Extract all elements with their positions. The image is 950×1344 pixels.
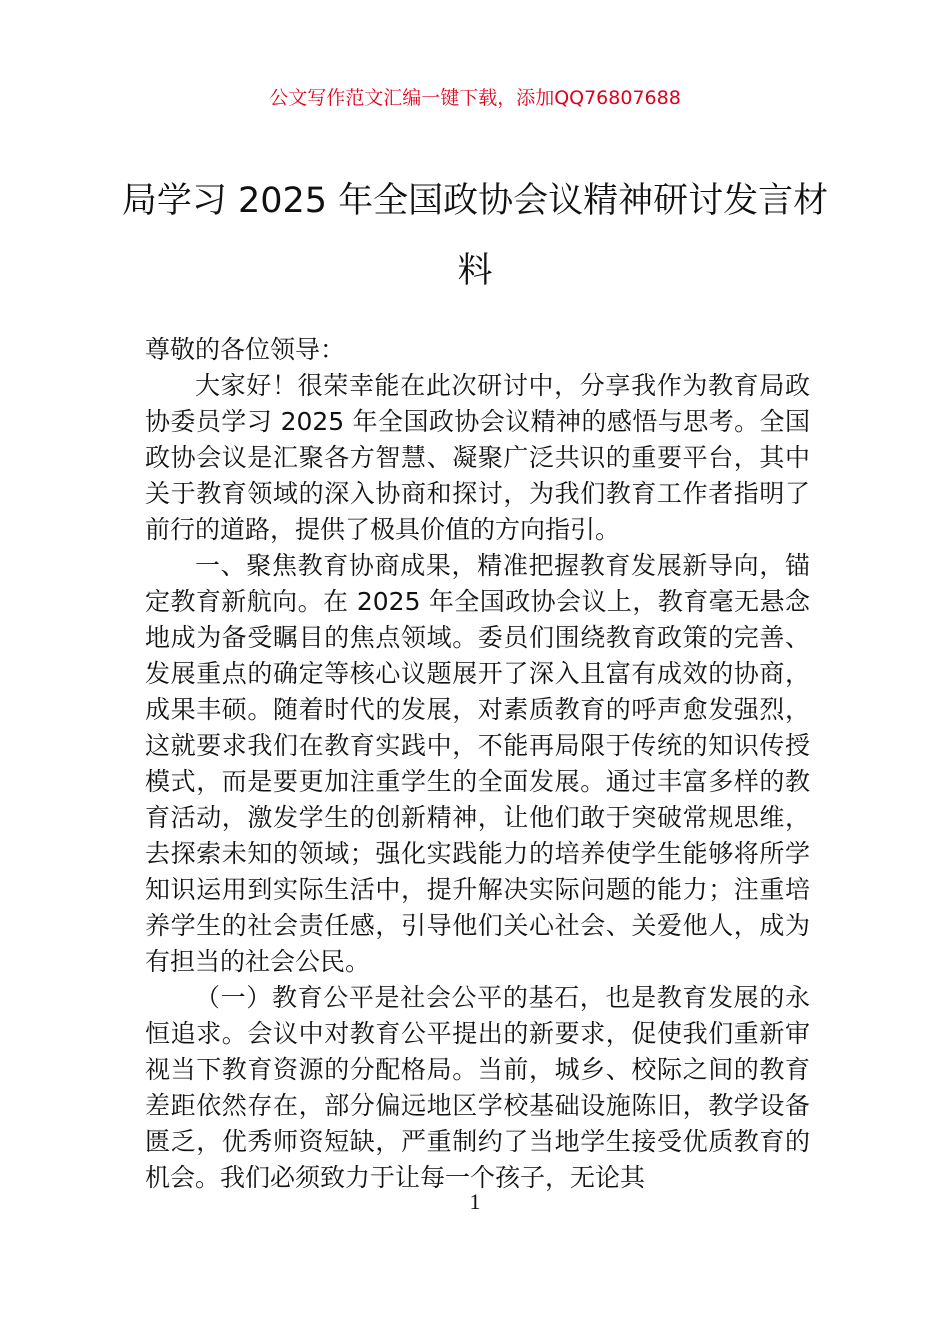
body-paragraph: 一、聚焦教育协商成果，精准把握教育发展新导向，锚定教育新航向。在 2025 年全国政协会议上，教育毫无悬念地成为备受瞩目的焦点领域。委员们围绕教育政策的完善、发展重点的确定等核心议题展开了深入且富有成效的协商，成果丰硕。随着时代的发展，对素质教育的呼声愈发强烈，这就要求我们在教育实践中，不能再局限于传统的知识传授模式，而是要更加注重学生的全面发展。通过丰富多样的教育活动，激发学生的创新精神，让他们敢于突破常规思维，去探索未知的领域；强化实践能力的培养使学生能够将所学知识运用到实际生活中，提升解决实际问题的能力；注重培养学生的社会责任感，引导他们关心社会、关爱他人，成为有担当的社会公民。	[145, 551, 810, 976]
page-number: 1	[469, 1189, 481, 1214]
body-paragraph: 大家好！很荣幸能在此次研讨中，分享我作为教育局政协委员学习 2025 年全国政协会议精神的感悟与思考。全国政协会议是汇聚各方智慧、凝聚广泛共识的重要平台，其中关于教育领域的深入协商和探讨，为我们教育工作者指明了前行的道路，提供了极具价值的方向指引。	[145, 371, 810, 544]
download-banner: 公文写作范文汇编一键下载，添加QQ76807688	[269, 87, 681, 109]
document-body	[145, 332, 810, 1196]
salutation: 尊敬的各位领导：	[145, 335, 346, 364]
document-title: 局学习 2025 年全国政协会议精神研讨发言材料	[121, 181, 829, 291]
body-paragraph: （一）教育公平是社会公平的基石，也是教育发展的永恒追求。会议中对教育公平提出的新要求，促使我们重新审视当下教育资源的分配格局。当前，城乡、校际之间的教育差距依然存在，部分偏远地区学校基础设施陈旧，教学设备匮乏，优秀师资短缺，严重制约了当地学生接受优质教育的机会。我们必须致力于让每一个孩子，无论其	[145, 983, 810, 1192]
